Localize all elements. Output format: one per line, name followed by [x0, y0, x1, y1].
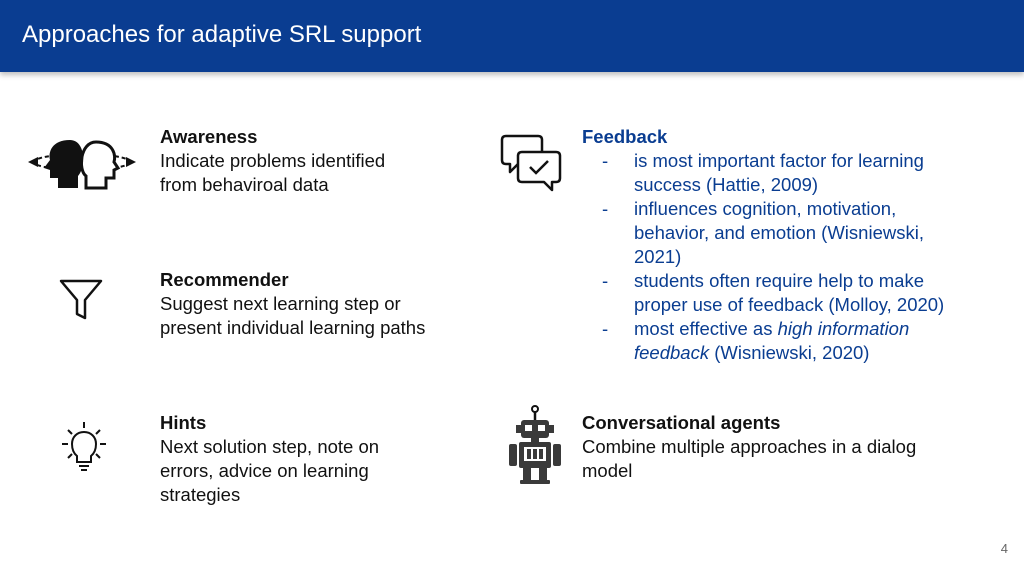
slide-title: Approaches for adaptive SRL support [22, 21, 422, 48]
agents-title: Conversational agents [582, 412, 781, 433]
feedback-line [634, 341, 944, 365]
hints-line: strategies [160, 484, 241, 505]
feedback-text: (Wisniewski, 2020) [709, 342, 870, 363]
agents-line: model [582, 460, 633, 481]
feedback-title: Feedback [582, 126, 668, 147]
recommender-block [160, 268, 425, 340]
feedback-line: - influences cognition, motivation, [634, 198, 897, 219]
feedback-list [582, 149, 944, 365]
page-number: 4 [1000, 541, 1008, 556]
agents-line: Combine multiple approaches in a dialog [582, 436, 917, 457]
recommender-line: present individual learning paths [160, 317, 426, 338]
feedback-line: 2021) [634, 246, 682, 267]
feedback-line: success (Hattie, 2009) [634, 174, 819, 195]
recommender-line: Suggest next learning step or [160, 293, 401, 314]
hints-title: Hints [160, 412, 207, 433]
feedback-emphasis: feedback [634, 342, 710, 363]
lightbulb-icon [60, 420, 108, 472]
feedback-line [634, 317, 944, 341]
feedback-item [582, 149, 944, 197]
robot-icon [504, 404, 566, 486]
agents-block [582, 411, 916, 483]
slide-header [0, 0, 1024, 72]
funnel-icon [58, 276, 104, 322]
awareness-title: Awareness [160, 126, 258, 147]
feedback-line: proper use of feedback (Molloy, 2020) [634, 294, 945, 315]
awareness-line: Indicate problems identified [160, 150, 386, 171]
feedback-item [582, 317, 944, 365]
heads-cycle-icon [26, 136, 138, 192]
recommender-title: Recommender [160, 269, 289, 290]
awareness-line: from behaviroal data [160, 174, 329, 195]
chat-check-icon [500, 132, 564, 194]
hints-block [160, 411, 379, 507]
feedback-line: behavior, and emotion (Wisniewski, [634, 222, 924, 243]
hints-line: errors, advice on learning [160, 460, 369, 481]
feedback-item [582, 197, 944, 269]
feedback-block [582, 125, 944, 365]
feedback-text: most effective as [634, 318, 778, 339]
awareness-block [160, 125, 385, 197]
hints-line: Next solution step, note on [160, 436, 380, 457]
feedback-item [582, 269, 944, 317]
feedback-line: - students often require help to make [634, 270, 925, 291]
feedback-emphasis: high information [777, 318, 910, 339]
feedback-line: - is most important factor for learning [634, 150, 924, 171]
